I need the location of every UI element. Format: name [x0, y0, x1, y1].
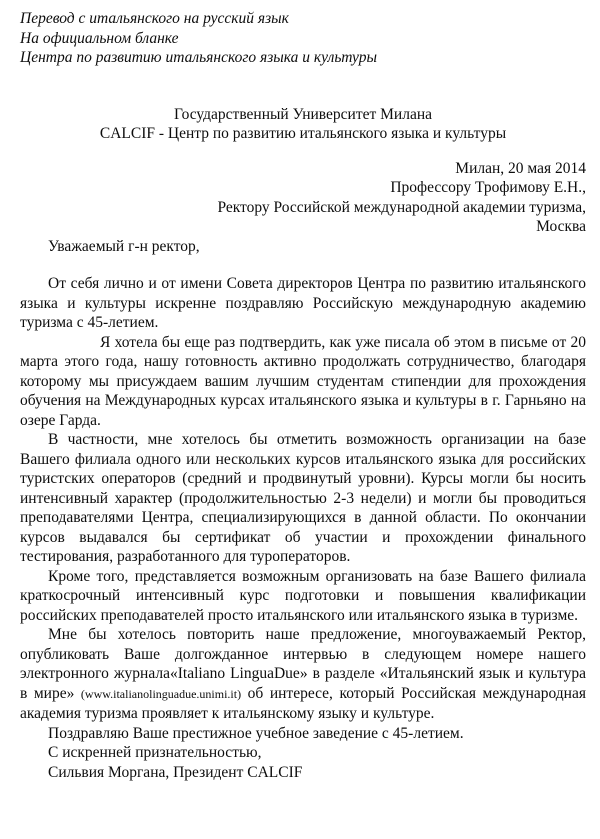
addressee-block	[20, 159, 586, 237]
letterhead-note-line-2: Центра по развитию итальянского языка и культуры	[20, 49, 377, 66]
addressee-title: Ректору Российской международной академии туризма,	[217, 198, 586, 216]
organization-header	[20, 105, 586, 144]
letterhead-note	[20, 29, 586, 68]
interview-text-before-url: Мне бы хотелось повторить наше предложение, многоуважаемый Ректор, опубликовать Ваше долгожданное интервью в следующем номере нашего электронного журнала«Italiano LinguaDue» в разделе «Итальянский язык и культура в мире»	[20, 626, 586, 702]
letterhead-note-line-1: На официальном бланке	[20, 29, 179, 47]
letter-body	[20, 274, 586, 782]
paragraph-interview-offer	[20, 625, 586, 724]
date-place-line: Милан, 20 мая 2014	[455, 159, 586, 177]
paragraph-congratulation: От себя лично и от имени Совета директоров Центра по развитию итальянского языка и культуры искренне поздравляю Российскую международную академию туризма с 45-летием.	[20, 275, 586, 331]
paragraph-courses-proposal: В частности, мне хотелось бы отметить возможность организации на базе Вашего филиала одного или нескольких курсов итальянского языка для российских туристских операторов (средний и продвинутый уровни). Курсы могли бы носить интенсивный характер (продолжительностью 2-3 недели) и могли бы проводиться преподавателями Центра, специализирующихся в данной области. По окончании курсов выдавался бы сертификат об участии и прохождении финального тестирования, разработанного для туроператоров.	[20, 431, 586, 565]
paragraph-teacher-training: Кроме того, представляется возможным организовать на базе Вашего филиала краткосрочный интенсивный курс подготовки и повышения квалификации российских преподавателей просто итальянского или итальянского языка в туризме.	[20, 567, 586, 624]
addressee-city: Москва	[536, 218, 586, 235]
addressee-name: Профессору Трофимову Е.Н.,	[390, 179, 586, 196]
organization-name: Государственный Университет Милана	[173, 105, 433, 123]
salutation: Уважаемый г-н ректор,	[48, 237, 200, 255]
organization-center-name: CALCIF - Центр по развитию итальянского языка и культуры	[99, 125, 507, 142]
signature-line: Сильвия Моргана, Президент CALCIF	[48, 763, 303, 781]
congrats-line: Поздравляю Ваше престижное учебное заведение с 45-летием.	[48, 724, 464, 742]
closing-line: С искренней признательностью,	[48, 744, 262, 761]
translation-note: Перевод с итальянского на русский язык	[20, 10, 289, 27]
journal-url: (www.italianolinguadue.unimi.it)	[80, 686, 242, 701]
interview-text-after-url: об интересе, который Российская международная академия туризма проявляет к итальянскому языку и культуре.	[20, 684, 586, 722]
paragraph-cooperation: Я хотела бы еще раз подтвердить, как уже писала об этом в письме от 20 марта этого года, нашу готовность активно продолжать сотрудничество, благодаря которому мы присуждаем вашим лучшим студентам стипендии для прохождения обучения на Международных курсах итальянского языка и культуры в г. Гарньяно на озере Гарда.	[20, 333, 586, 429]
